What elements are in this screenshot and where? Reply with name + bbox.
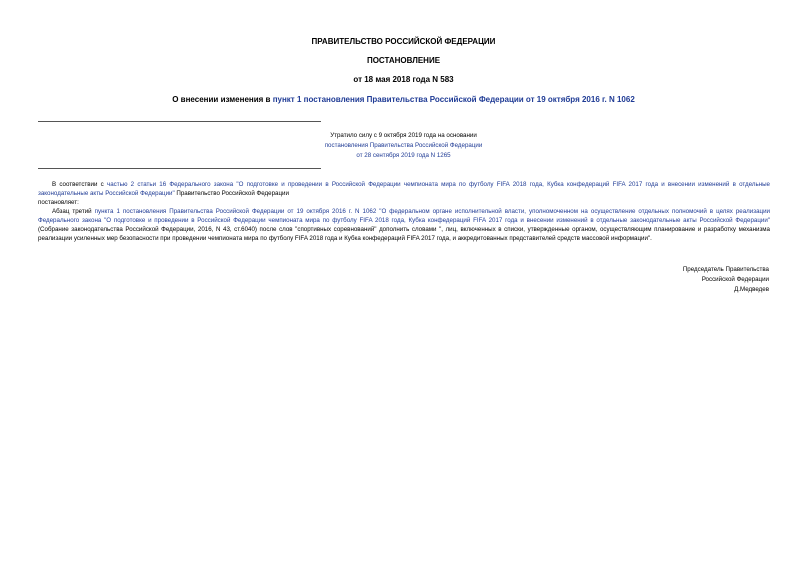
doc-title-link[interactable]: пункт 1 постановления Правительства Российской Федерации от 19 октября 2016 г. N 1062 [272, 95, 635, 104]
doc-date-heading: от 18 мая 2018 года N 583 [353, 75, 454, 84]
government-heading: ПРАВИТЕЛЬСТВО РОССИЙСКОЙ ФЕДЕРАЦИИ [311, 37, 496, 46]
status-note-link-line1[interactable]: постановления Правительства Российской Федерации [324, 142, 483, 149]
preamble-link-article[interactable]: частью 2 статьи 16 [107, 181, 167, 188]
signature-block [683, 265, 769, 295]
amendment-suffix: (Собрание законодательства Российской Федерации, 2016, N 43, ст.6040) после слов "спортивных соревнований" дополнить словами ", лиц, включенных в списки, утвержденные органом, осуществляющим планирование и разработку механизма реализации усиленных мер безопасности при проведении чемпионата мира по футболу FIFA 2018 года и Кубка конфедераций FIFA 2017 года, и аккредитованных представителей средств массовой информации". [38, 226, 770, 242]
top-divider [38, 121, 321, 122]
doc-title [0, 95, 807, 105]
paragraph-preamble [38, 180, 770, 198]
paragraph-resolves: постановляет: [38, 199, 79, 206]
document-body [38, 180, 770, 243]
status-note-link-line2[interactable]: от 28 сентября 2019 года N 1265 [356, 152, 451, 159]
signature-position: Председатель Правительства [682, 266, 769, 273]
status-note-line1: Утратило силу с 9 октября 2019 года на основании [330, 132, 477, 139]
amendment-link[interactable]: пункта 1 постановления Правительства Российской Федерации от 19 октября 2016 г. N 1062 "О федеральном органе исполнительной власти, уполномоченном на осуществление отдельных полномочий в целях реализации Федерального закона "О подготовке и проведении в Российской Федерации чемпионата мира по футболу FIFA 2018 года, Кубка конфедераций FIFA 2017 года и внесении изменений в отдельные законодательные акты Российской Федерации" [38, 208, 770, 224]
signature-organization: Российской Федерации [701, 276, 769, 283]
preamble-prefix: В соответствии с [52, 181, 107, 188]
paragraph-amendment [38, 207, 770, 243]
signature-name: Д.Медведев [734, 286, 769, 293]
preamble-suffix: Правительство Российской Федерации [174, 190, 289, 197]
amendment-prefix: Абзац третий [52, 208, 95, 215]
doc-title-prefix: О внесении изменения в [172, 95, 273, 104]
preamble-link-law[interactable]: Федерального закона "О подготовке и проведении в Российской Федерации чемпионата мира по футболу FIFA 2018 года, Кубка конфедераций FIFA 2017 года и внесении изменений в отдельные законодательные акты Российской Федерации" [38, 181, 771, 197]
doc-type-heading: ПОСТАНОВЛЕНИЕ [366, 56, 441, 65]
bottom-divider [38, 168, 321, 169]
